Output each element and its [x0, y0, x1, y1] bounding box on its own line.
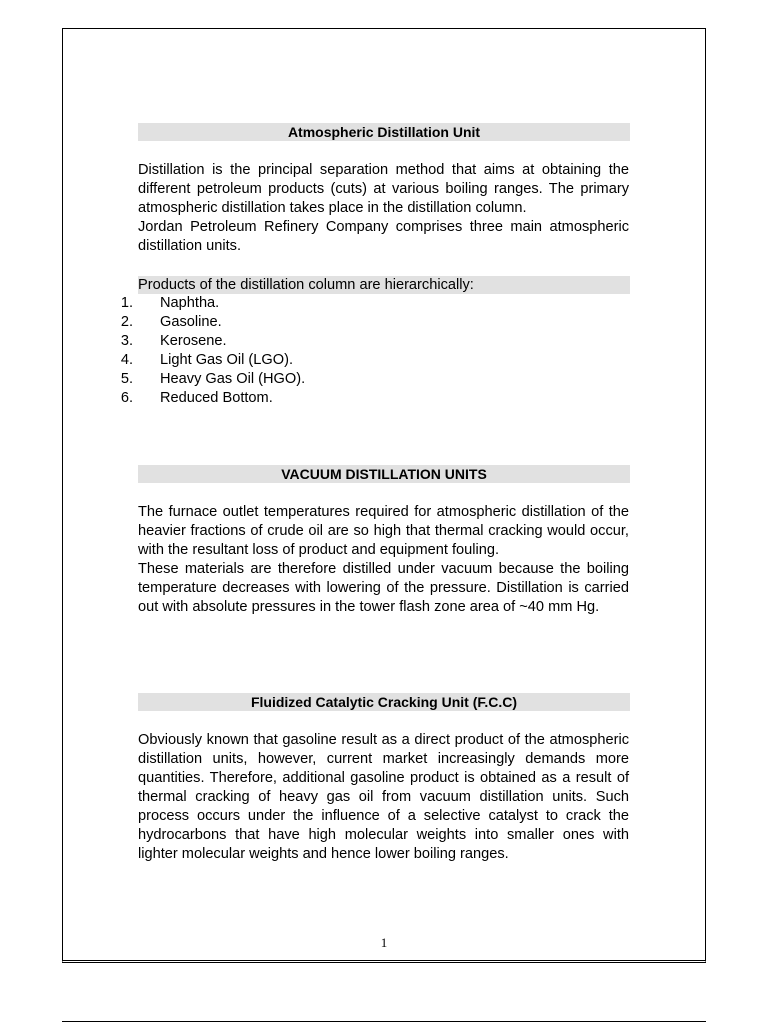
list-item [104, 332, 227, 351]
list-item-text: Naphtha. [160, 295, 220, 311]
list-item-text: Gasoline. [160, 314, 222, 330]
heading-vacuum: VACUUM DISTILLATION UNITS [138, 465, 630, 483]
list-item-text: Light Gas Oil (LGO). [160, 352, 294, 368]
list-item-number: 5. [120, 371, 133, 387]
list-item [104, 313, 222, 332]
list-item [104, 351, 294, 370]
list-item [104, 294, 220, 313]
list-item [104, 370, 306, 389]
products-intro: Products of the distillation column are hierarchically: [138, 276, 630, 294]
atmospheric-paragraph-1: Distillation is the principal separation method that aims at obtaining the different petroleum products (cuts) at various boiling ranges. The primary atmospheric distillation takes place in the distillation column. [138, 162, 629, 216]
products-list [104, 294, 306, 408]
vacuum-body [138, 503, 629, 617]
vacuum-paragraph-2: These materials are therefore distilled under vacuum because the boiling temperature decreases with lowering of the pressure. Distillation is carried out with absolute pressures in the tower flash zone area of ~40 mm Hg. [138, 561, 629, 615]
list-item-number: 1. [120, 295, 133, 311]
list-item [104, 389, 273, 408]
next-page-border [62, 1021, 706, 1022]
fcc-paragraph-1: Obviously known that gasoline result as a direct product of the atmospheric distillation units, however, current market increasingly demands more quantities. Therefore, additional gasoline product is obtained as a result of thermal cracking of heavy gas oil from vacuum distillation units. Such process occurs under the influence of a selective catalyst to crack the hydrocarbons that have high molecular weights into smaller ones with lighter molecular weights and hence lower boiling ranges. [138, 732, 629, 862]
heading-atmospheric: Atmospheric Distillation Unit [138, 123, 630, 141]
heading-fcc: Fluidized Catalytic Cracking Unit (F.C.C) [138, 693, 630, 711]
fcc-body [138, 731, 629, 864]
page-number: 1 [380, 935, 388, 950]
list-item-text: Reduced Bottom. [160, 390, 273, 406]
list-item-number: 4. [120, 352, 133, 368]
list-item-number: 6. [120, 390, 133, 406]
atmospheric-paragraph-2: Jordan Petroleum Refinery Company comprises three main atmospheric distillation units. [138, 219, 629, 254]
list-item-text: Kerosene. [160, 333, 227, 349]
list-item-number: 3. [120, 333, 133, 349]
vacuum-paragraph-1: The furnace outlet temperatures required for atmospheric distillation of the heavier fractions of crude oil are so high that thermal cracking would occur, with the resultant loss of product and equipment fouling. [138, 504, 629, 558]
atmospheric-body [138, 161, 629, 256]
list-item-number: 2. [120, 314, 133, 330]
list-item-text: Heavy Gas Oil (HGO). [160, 371, 306, 387]
